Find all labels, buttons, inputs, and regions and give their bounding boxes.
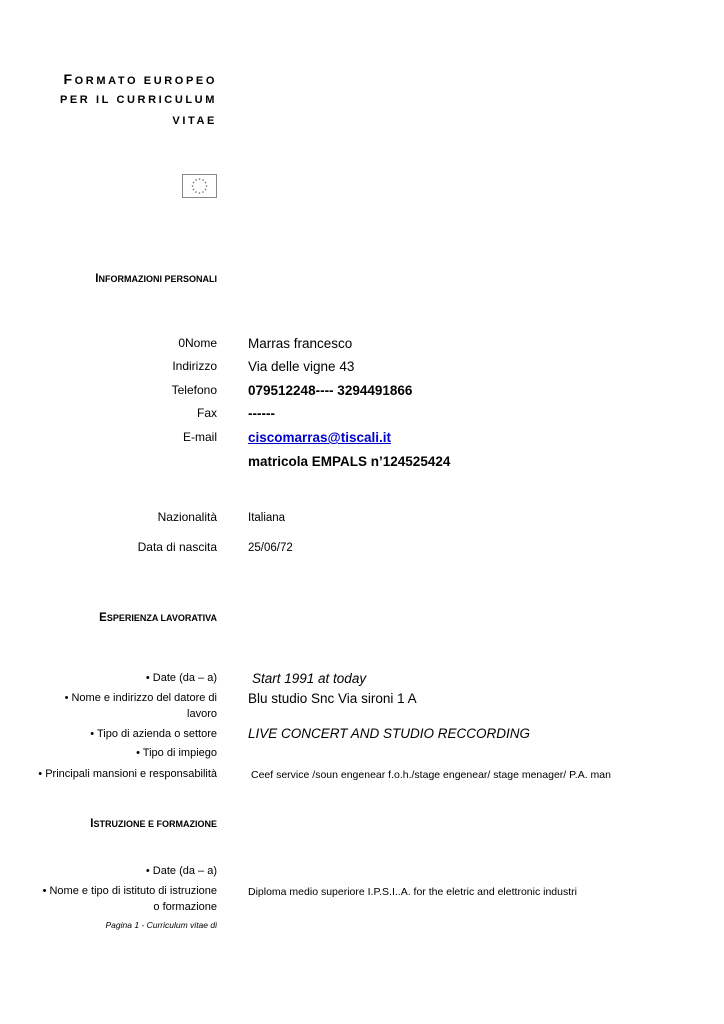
value-sector: LIVE CONCERT AND STUDIO RECCORDING <box>248 726 531 741</box>
cv-title-line-3: VITAE <box>172 115 217 127</box>
eu-flag-icon <box>182 174 217 198</box>
value-phone: 079512248---- 3294491866 <box>248 383 413 398</box>
email-link[interactable]: ciscomarras@tiscali.it <box>248 430 391 445</box>
value-experience-dates: Start 1991 at today <box>252 671 367 686</box>
label-job-type: • Tipo di impiego <box>136 747 217 759</box>
label-nationality: Nazionalità <box>157 510 217 524</box>
value-email[interactable] <box>248 430 391 446</box>
label-education-dates: • Date (da – a) <box>145 865 217 877</box>
section-heading-personal: INFORMAZIONI PERSONALI <box>95 273 217 285</box>
label-fax: Fax <box>196 406 217 420</box>
label-experience-dates: • Date (da – a) <box>145 672 217 684</box>
value-registration-number: matricola EMPALS n’124525424 <box>248 454 451 469</box>
cv-title-line-2: PER IL CURRICULUM <box>59 94 217 106</box>
value-nationality: Italiana <box>248 512 286 524</box>
label-birth-date: Data di nascita <box>137 540 217 554</box>
value-address: Via delle vigne 43 <box>248 359 355 374</box>
label-name: 0Nome <box>178 336 217 350</box>
value-duties: Ceef service /soun engenear f.o.h./stage engenear/ stage menager/ P.A. man <box>251 769 611 781</box>
label-duties: • Principali mansioni e responsabilità <box>38 768 217 780</box>
value-name: Marras francesco <box>248 336 353 351</box>
section-heading-experience: ESPERIENZA LAVORATIVA <box>99 612 217 624</box>
label-employer-1: • Nome e indirizzo del datore di <box>64 692 217 704</box>
label-sector: • Tipo di azienda o settore <box>90 728 217 740</box>
label-employer-2: lavoro <box>187 708 217 720</box>
label-institute-1: • Nome e tipo di istituto di istruzione <box>42 885 217 897</box>
value-fax: ------ <box>248 406 275 421</box>
label-address: Indirizzo <box>172 359 217 373</box>
value-institute: Diploma medio superiore I.P.S.I..A. for the eletric and elettronic industri <box>248 886 577 898</box>
label-phone: Telefono <box>171 383 217 397</box>
page-footer: Pagina 1 - Curriculum vitae di <box>105 920 217 930</box>
cv-title-line-1: FORMATO EUROPEO <box>63 71 217 87</box>
value-employer: Blu studio Snc Via sironi 1 A <box>248 691 417 706</box>
value-birth-date: 25/06/72 <box>248 542 293 554</box>
label-email: E-mail <box>182 430 217 444</box>
section-heading-education: ISTRUZIONE E FORMAZIONE <box>90 818 217 830</box>
label-institute-2: o formazione <box>153 901 217 913</box>
